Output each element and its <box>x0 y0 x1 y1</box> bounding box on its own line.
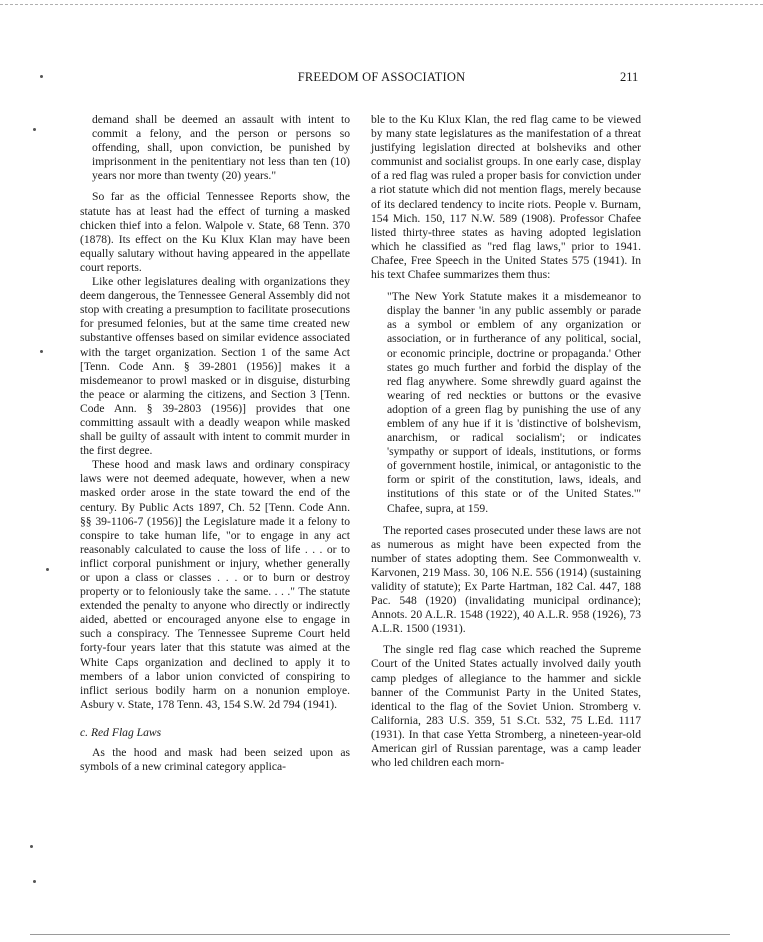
paragraph: These hood and mask laws and ordinary conspiracy laws were not deemed adequate, however, when a new masked order arose in the state toward the end of the century. By Public Acts 1897, Ch. 52 [Tenn. Code Ann. §§ 39-1106-7 (1956)] the Legislature made it a felony to conspire to take human life, "or to engage in any act reasonably calculated to cause the loss of life . . . or to inflict corporal punishment or injury, whether generally or upon a class or classes . . . or to burn or destroy property or to feloniously take the same. . . ." The statute extended the penalty to anyone who directly or indirectly aided, abetted or encouraged anyone else to engage in such a conspiracy. The Tennessee Supreme Court held forty-four years later that this statute was aimed at the White Caps organization and declined to apply it to members of a labor union convicted of conspiring to inflict serious bodily harm on a nonunion employe. Asbury v. State, 178 Tenn. 43, 154 S.W. 2d 794 (1941). <box>80 458 350 711</box>
scan-speck <box>40 75 43 78</box>
block-quote: "The New York Statute makes it a misdemeanor to display the banner 'in any public assembly or parade as a symbol or emblem of any organization or association, or in furtherance of any political, social, or economic principle, doctrine or propaganda.' Other states go much further and forbid the display of the red flag anywhere. Some shrewdly guard against the wearing of red neckties or buttons or the evasive adoption of a green flag by punishing the use of any emblem of any hue if it is 'distinctive of bolshevism, anarchism, or radical socialism'; or indicates 'sympathy or support of ideals, institutions, or forms of government hostile, inimical, or antagonistic to the form or spirit of the constitution, laws, ideals, and institutions of this state or of the United States.'" Chafee, supra, at 159. <box>387 290 641 515</box>
paragraph: So far as the official Tennessee Reports show, the statute has at least had the effect of turning a masked chicken thief into a felon. Walpole v. State, 68 Tenn. 370 (1878). Its effect on the Ku Klux Klan may have been equally salutary without having appeared in the appellate court reports. <box>80 190 350 274</box>
paragraph: The single red flag case which reached the Supreme Court of the United States actually involved daily youth camp pledges of allegiance to the hammer and sickle banner of the Communist Party in the United States, identical to the flag of the Soviet Union. Stromberg v. California, 283 U.S. 359, 51 S.Ct. 532, 75 L.Ed. 1117 (1931). In that case Yetta Stromberg, a nineteen-year-old American girl of Russian parentage, was a camp leader who led children each morn- <box>371 643 641 770</box>
statute-quote-continuation: demand shall be deemed an assault with intent to commit a felony, and the person or persons so offending, shall, upon conviction, be punished by imprisonment in the penitentiary not less than ten (10) years nor more than twenty (20) years." <box>92 113 350 183</box>
scan-speck <box>46 568 49 571</box>
right-column <box>371 113 641 770</box>
bottom-rule <box>30 934 730 935</box>
paragraph: ble to the Ku Klux Klan, the red flag came to be viewed by many state legislatures as the manifestation of a threat justifying legislation directed at bolsheviks and other communist and socialist groups. In one early case, display of a red flag was ruled a proper basis for conviction under a riot statute which did not mention flags, merely because of its declared tendency to incite riots. People v. Burnam, 154 Mich. 150, 117 N.W. 589 (1908). Professor Chafee listed thirty-three states as having adopted legislation which he classified as "red flag laws," prior to 1941. Chafee, Free Speech in the United States 575 (1941). In his text Chafee summarizes them thus: <box>371 113 641 282</box>
section-heading: c. Red Flag Laws <box>80 725 162 739</box>
scan-speck <box>33 880 36 883</box>
running-header-title: FREEDOM OF ASSOCIATION <box>297 70 466 84</box>
scan-speck <box>40 350 43 353</box>
paragraph: Like other legislatures dealing with organizations they deem dangerous, the Tennessee General Assembly did not stop with creating a presumption to facilitate prosecutions for presumed felonies, but at the same time created new substantive offenses based on similar evidence associated with the target organization. Section 1 of the same Act [Tenn. Code Ann. § 39-2801 (1956)] makes it a misdemeanor to prowl masked or in disguise, disturbing the peace or alarming the citizens, and Section 3 [Tenn. Code Ann. § 39-2803 (1956)] provides that one committing assault with a deadly weapon while masked shall be guilty of assault with intent to commit murder in the first degree. <box>80 275 350 458</box>
page-number: 211 <box>620 70 639 84</box>
scan-speck <box>33 128 36 131</box>
paragraph: The reported cases prosecuted under these laws are not as numerous as might have been expected from the number of states adopting them. See Commonwealth v. Karvonen, 219 Mass. 30, 106 N.E. 556 (1914) (sustaining validity of statute); Ex Parte Hartman, 182 Cal. 447, 188 Pac. 548 (1920) (invalidating municipal ordinance); Annots. 20 A.L.R. 1548 (1922), 40 A.L.R. 958 (1926), 73 A.L.R. 1500 (1931). <box>371 523 641 636</box>
paragraph: As the hood and mask had been seized upon as symbols of a new criminal category applica- <box>80 746 350 774</box>
top-dashed-rule <box>0 4 763 5</box>
left-column <box>80 113 350 774</box>
scan-speck <box>30 845 33 848</box>
